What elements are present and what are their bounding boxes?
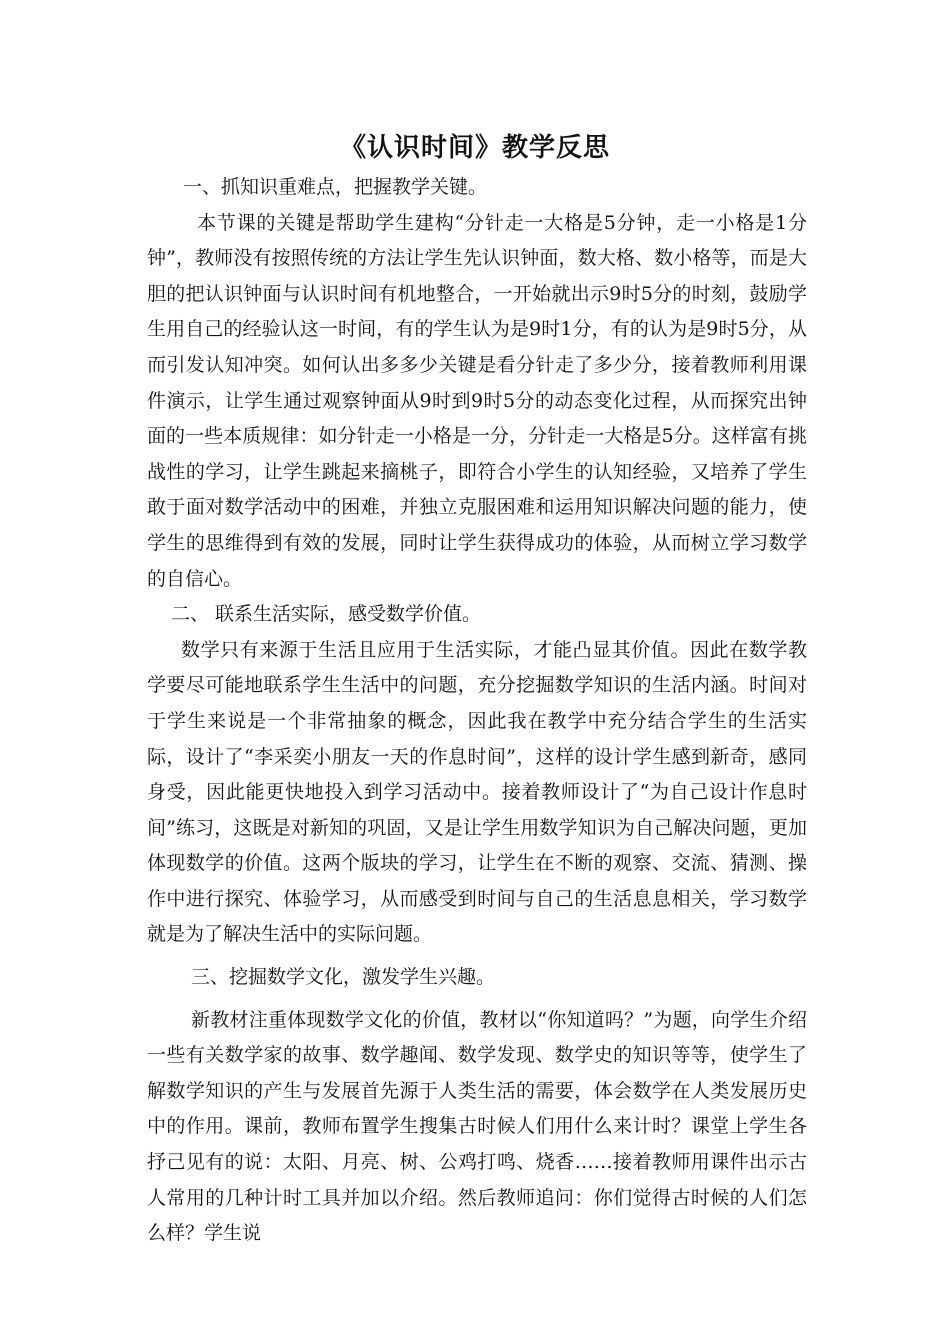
section-paragraph-3: 新教材注重体现数学文化的价值，教材以“你知道吗？”为题，向学生介绍一些有关数学家的故事、数学趣闻、数学发现、数学史的知识等等，使学生了解数学知识的产生与发展首先源于人类生活的需要，体会数学在人类发展历史中的作用。课前，教师布置学生搜集古时候人们用什么来计时？课堂上学生各抒己见有的说：太阳、月亮、树、公鸡打鸣、烧香……接着教师用课件出示古人常用的几种计时工具并加以介绍。然后教师追问：你们觉得古时候的人们怎么样？学生说 <box>147 1008 807 1245</box>
section-paragraph-2: 数学只有来源于生活且应用于生活实际，才能凸显其价值。因此在数学教学要尽可能地联系学生生活中的问题，充分挖掘数学知识的生活内涵。时间对于学生来说是一个非常抽象的概念，因此我在教学中充分结合学生的生活实际，设计了“李采奕小朋友一天的作息时间”，这样的设计学生感到新奇，感同身受，因此能更快地投入到学习活动中。接着教师设计了“为自己设计作息时间”练习，这既是对新知的巩固，又是让学生用数学知识为自己解决问题，更加体现数学的价值。这两个版块的学习，让学生在不断的观察、交流、猜测、操作中进行探究、体验学习，从而感受到时间与自己的生活息息相关，学习数学就是为了解决生活中的实际问题。 <box>147 638 807 946</box>
section-heading-1: 一、抓知识重难点，把握教学关键。 <box>183 176 488 198</box>
document-title: 《认识时间》教学反思 <box>339 133 610 163</box>
document-body <box>147 170 807 1252</box>
section-heading-3: 三、挖掘数学文化，激发学生兴趣。 <box>191 966 496 989</box>
section-heading-2: 二、 联系生活实际，感受数学价值。 <box>171 603 482 626</box>
section-paragraph-1: 本节课的关键是帮助学生建构“分针走一大格是5分钟，走一小格是1分钟”，教师没有按照传统的方法让学生先认识钟面，数大格、数小格等，而是大胆的把认识钟面与认识时间有机地整合，一开始就出示9时5分的时刻，鼓励学生用自己的经验认这一时间，有的学生认为是9时1分，有的认为是9时5分，从而引发认知冲突。如何认出多多少关键是看分针走了多少分，接着教师利用课件演示，让学生通过观察钟面从9时到9时5分的动态变化过程，从而探究出钟面的一些本质规律：如分针走一小格是一分，分针走一大格是5分。这样富有挑战性的学习，让学生跳起来摘桃子，即符合小学生的认知经验，又培养了学生敢于面对数学活动中的困难，并独立克服困难和运用知识解决问题的能力，使学生的思维得到有效的发展，同时让学生获得成功的体验，从而树立学习数学的自信心。 <box>147 211 807 590</box>
